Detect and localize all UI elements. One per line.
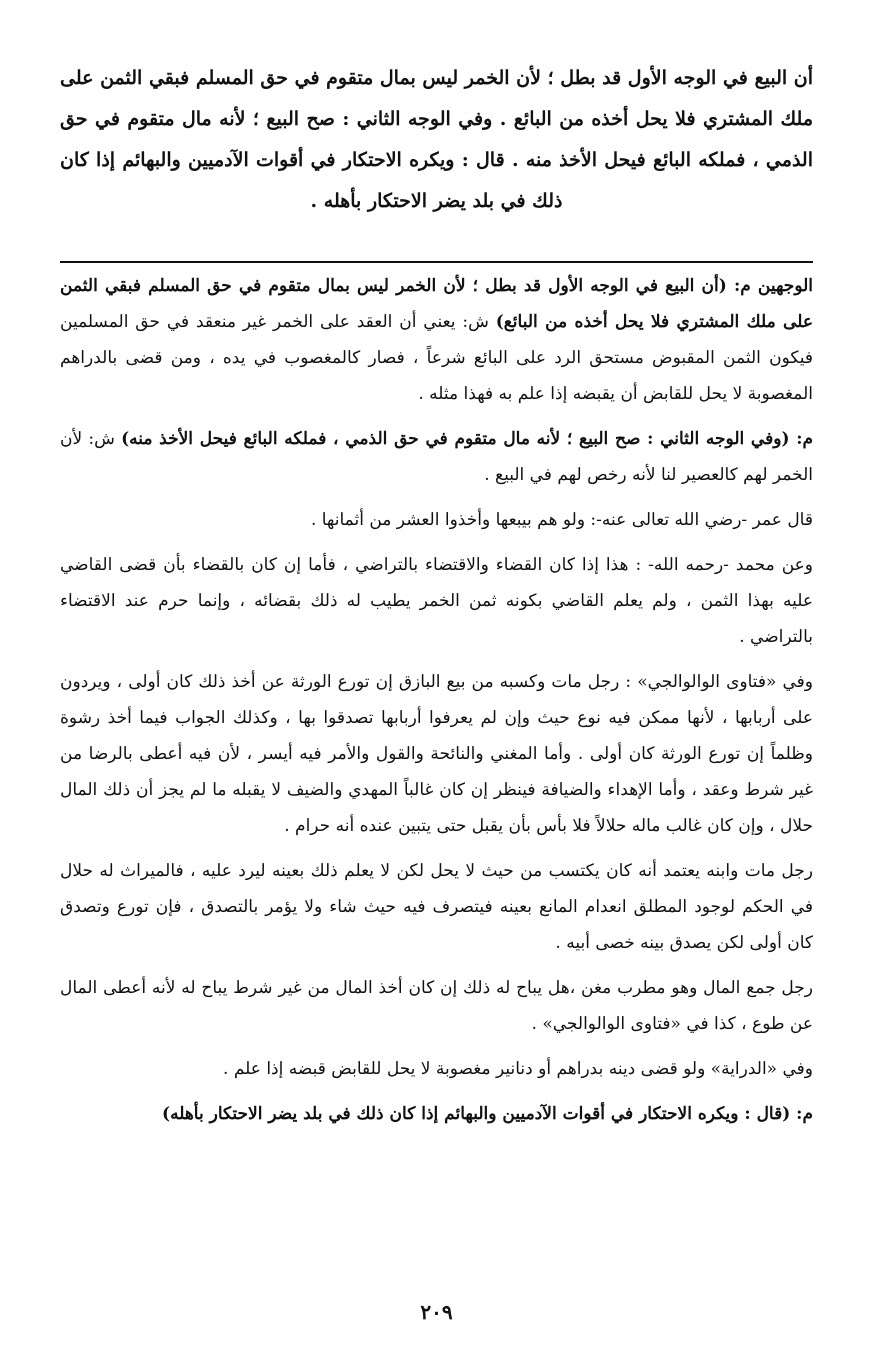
commentary-paragraph: رجل جمع المال وهو مطرب مغن ،هل يباح له ذلك إن كان أخذ المال من غير شرط يباح له لأنه أعطى المال عن طوع ، كذا في «فتاوى الوالوالجي» . [60,978,813,1034]
commentary-paragraph: م: (قال : ويكره الاحتكار في أقوات الآدميين والبهائم إذا كان ذلك في بلد يضر الاحتكار بأهله) [162,1104,813,1124]
book-page [60,0,813,1371]
commentary-paragraph: م: (وفي الوجه الثاني : صح البيع ؛ لأنه مال متقوم في حق الذمي ، فملكه البائع فيحل الأخذ منه) ش: لأن الخمر لهم كالعصير لنا لأنه رخص لهم في البيع . [60,429,813,485]
commentary-paragraph: وفي «الدراية» ولو قضى دينه بدراهم أو دنانير مغصوبة لا يحل للقابض قبضه إذا علم . [223,1059,813,1079]
commentary-paragraph: وعن محمد -رحمه الله- : هذا إذا كان القضاء والاقتضاء بالتراضي ، فأما إن كان بالقضاء بأن قضى القاضي عليه بهذا الثمن ، ولم يعلم القاضي بكونه ثمن الخمر يطيب له ذلك بقضائه ، وإنما حرم عند الاقتضاء بالتراضي . [60,555,813,647]
main-text-block: أن البيع في الوجه الأول قد بطل ؛ لأن الخمر ليس بمال متقوم في حق المسلم فبقي الثمن على ملك المشتري فلا يحل أخذه من البائع . وفي الوجه الثاني : صح البيع ؛ لأنه مال متقوم في حق الذمي ، فملكه البائع فيحل الأخذ منه . قال : ويكره الاحتكار في أقوات الآدميين والبهائم إذا كان ذلك في بلد يضر الاحتكار بأهله . [60,67,813,212]
commentary-paragraph: رجل مات وابنه يعتمد أنه كان يكتسب من حيث لا يحل لكن لا يعلم ذلك بعينه ليرد عليه ، فالميراث له حلال في الحكم لوجود المطلق انعدام المانع بعينه فيتصرف فيه حيث شاء ولا يؤمر بالتصدق ، فإن تورع وتصدق كان أولى لكن يصدق بينه خصى أبيه . [60,861,813,953]
page-number: ٢٠٩ [420,1300,453,1324]
commentary-paragraph: الوجهين م: (أن البيع في الوجه الأول قد بطل ؛ لأن الخمر ليس بمال متقوم في حق المسلم فبقي الثمن على ملك المشتري فلا يحل أخذه من البائع) ش: يعني أن العقد على الخمر غير منعقد في حق المسلمين فيكون الثمن المقبوض مستحق الرد على البائع شرعاً ، فصار كالمغصوب في يده ، ومن قضى بالدراهم المغصوبة لا يحل للقابض أن يقبضه إذا علم به فهذا مثله . [60,276,813,404]
commentary-paragraph: وفي «فتاوى الوالوالجي» : رجل مات وكسبه من بيع البازق إن تورع الورثة عن أخذ ذلك كان أولى ، ويردون على أربابها ، لأنها ممكن فيه نوع حيث وإن لم يعرفوا أربابها تصدقوا بها ، وكذلك الجواب فيما أخذ رشوة وظلماً إن تورع الورثة كان أولى . وأما المغني والنائحة والقول والأمر فيه أيسر ، لأن فيه أعطى بالرضا من غير شرط وعقد ، وأما الإهداء والضيافة فينظر إن كان غالباً المهدي والضيف لا يقبله ما لم يجز أن ذلك المال حلال ، وإن كان غالب ماله حلالاً فلا بأس بأن يقبل حتى يتبين عنده أنه حرام . [60,672,813,836]
commentary-block [60,268,813,1141]
commentary-paragraph: قال عمر -رضي الله تعالى عنه-: ولو هم بيبعها وأخذوا العشر من أثمانها . [310,510,813,530]
footnote-divider [60,261,813,263]
